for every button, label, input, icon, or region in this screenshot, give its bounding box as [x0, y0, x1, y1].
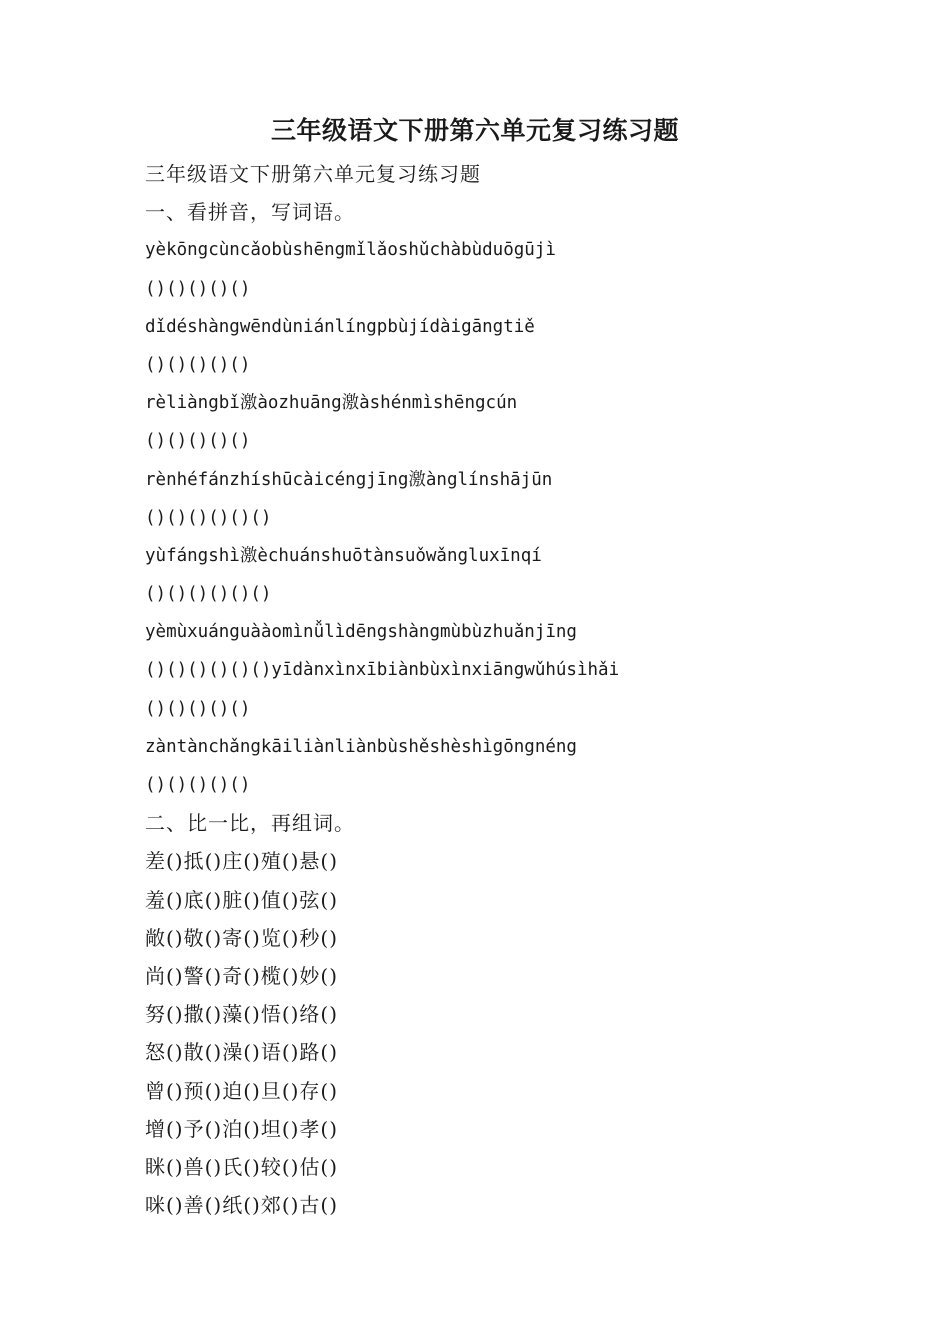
answer-blanks-line: ()()()()() [145, 775, 251, 795]
pinyin-line: ()()()()()()yīdànxìnxībiànbùxìnxiāngwǔhúsìhǎi [145, 660, 620, 681]
pinyin-line: yùfángshì激èchuánshuōtànsuǒwǎngluxīnqí [145, 545, 542, 566]
document-title: 三年级语文下册第六单元复习练习题 [270, 116, 679, 145]
answer-blanks-line: ()()()()()() [145, 507, 272, 528]
pinyin-line: dǐdéshàngwēndùniánlíngpbùjídàigāngtiě [145, 316, 535, 337]
text-line: 增()予()泊()坦()孝() [145, 1116, 339, 1141]
pinyin-line: rèliàngbǐ激àozhuāng激àshénmìshēngcún [145, 393, 518, 414]
text-line: 努()撒()藻()悟()络() [145, 1002, 339, 1027]
answer-blanks-line: ()()()()() [145, 431, 251, 452]
document-body [145, 155, 905, 1224]
pinyin-line: zàntànchǎngkāiliànliànbùshěshèshìgōngnéng [145, 736, 577, 757]
answer-blanks-line: ()()()()()() [145, 584, 272, 605]
text-line: 眯()兽()氏()较()估() [145, 1154, 339, 1179]
pinyin-line: yèkōngcùncǎobùshēngmǐlǎoshǔchàbùduōgūjì [145, 240, 556, 261]
text-line: 怒()散()澡()语()路() [145, 1040, 339, 1065]
answer-blanks-line: ()()()()() [145, 278, 251, 299]
answer-blanks-line: ()()()()() [145, 354, 251, 375]
section-heading: 一、看拼音，写词语。 [145, 200, 355, 225]
text-line: 曾()预()迫()旦()存() [145, 1078, 339, 1103]
text-line: 三年级语文下册第六单元复习练习题 [145, 162, 481, 186]
pinyin-line: yèmùxuánguààomìnǚlìdēngshàngmùbùzhuǎnjīng [145, 622, 577, 643]
section-heading: 二、比一比，再组词。 [145, 811, 355, 836]
text-line: 咪()善()纸()郊()古() [145, 1193, 339, 1218]
text-line: 敞()敬()寄()览()秒() [145, 925, 339, 950]
text-line: 尚()警()奇()榄()妙() [145, 963, 339, 988]
text-line: 羞()底()脏()值()弦() [145, 887, 339, 912]
text-line: 差()抵()庄()殖()悬() [145, 849, 339, 874]
pinyin-line: rènhéfánzhíshūcàicéngjīng激ànglínshājūn [145, 469, 553, 490]
answer-blanks-line: ()()()()() [145, 698, 251, 719]
